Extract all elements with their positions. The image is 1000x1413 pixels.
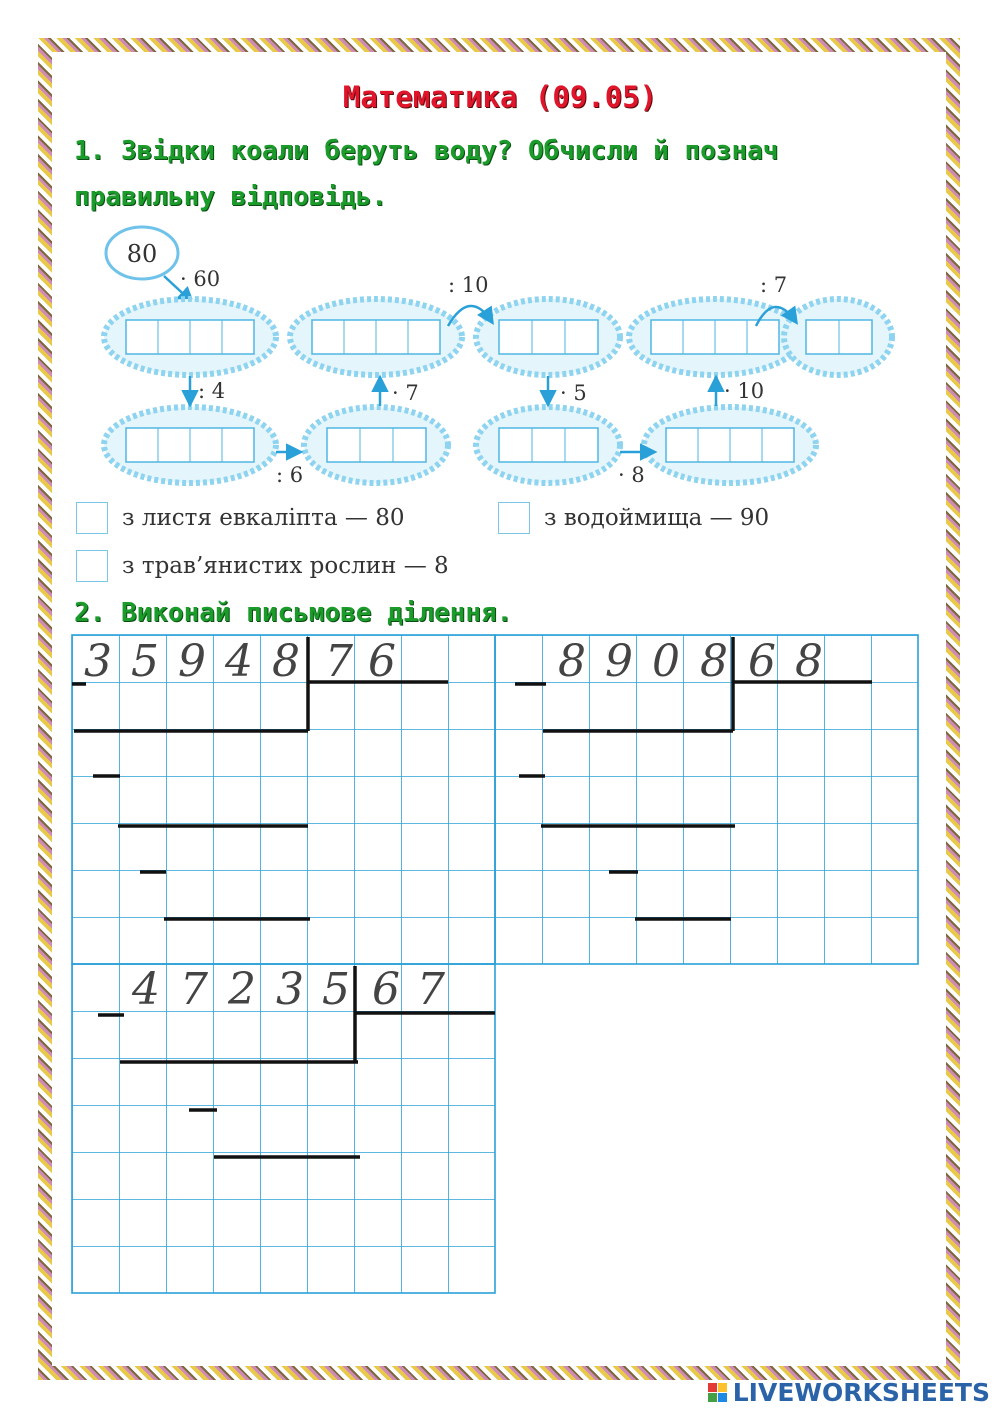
dividend-digit: 7 (180, 964, 208, 1015)
dividend-digit: 5 (322, 964, 350, 1015)
op-div6: : 6 (276, 463, 304, 487)
op-div10: : 10 (448, 273, 489, 297)
divisor-digit: 6 (368, 636, 396, 687)
dividend-digit: 5 (131, 636, 159, 687)
liveworksheets-footer[interactable] (708, 1378, 990, 1407)
op-div4: : 4 (198, 379, 226, 403)
liveworksheets-logo-icon (708, 1383, 727, 1402)
dividend-digit: 3 (276, 964, 304, 1015)
dividend-digit: 8 (558, 636, 586, 687)
answer-option-label: з трав’янистих рослин — 8 (122, 553, 449, 579)
divisor-digit: 7 (417, 964, 445, 1015)
divisor-digit: 6 (748, 636, 776, 687)
page-title: Математика (09.05) (342, 80, 658, 114)
op-mul7: · 7 (392, 381, 419, 405)
divisor-digit: 7 (325, 636, 353, 687)
dividend-digit: 8 (272, 636, 300, 687)
op-div7: : 7 (760, 273, 788, 297)
task2-heading: 2. Виконай письмове ділення. (74, 598, 513, 628)
problem-1-digits (84, 636, 396, 687)
divisor-digit: 6 (372, 964, 400, 1015)
divisor-digit: 8 (795, 636, 823, 687)
op-mul8: · 8 (618, 463, 645, 487)
task1-line1: 1. Звідки коали беруть воду? Обчисли й познач (74, 136, 779, 166)
op-mul5: · 5 (560, 381, 587, 405)
op-mul10: · 10 (724, 379, 765, 403)
dividend-digit: 0 (652, 636, 680, 687)
dividend-digit: 4 (132, 964, 160, 1015)
start-number: 80 (126, 240, 158, 268)
answer-option-label: з листя евкаліпта — 80 (122, 505, 405, 531)
task1-line2: правильну відповідь. (74, 182, 388, 212)
dividend-digit: 4 (225, 636, 253, 687)
op-mul60: · 60 (180, 267, 221, 291)
dividend-digit: 3 (84, 636, 112, 687)
dividend-digit: 8 (700, 636, 728, 687)
dividend-digit: 9 (178, 636, 206, 687)
dividend-digit: 2 (228, 964, 256, 1015)
dividend-digit: 9 (605, 636, 633, 687)
liveworksheets-brand: LIVEWORKSHEETS (732, 1378, 990, 1407)
answer-option-label: з водоймища — 90 (544, 505, 770, 531)
